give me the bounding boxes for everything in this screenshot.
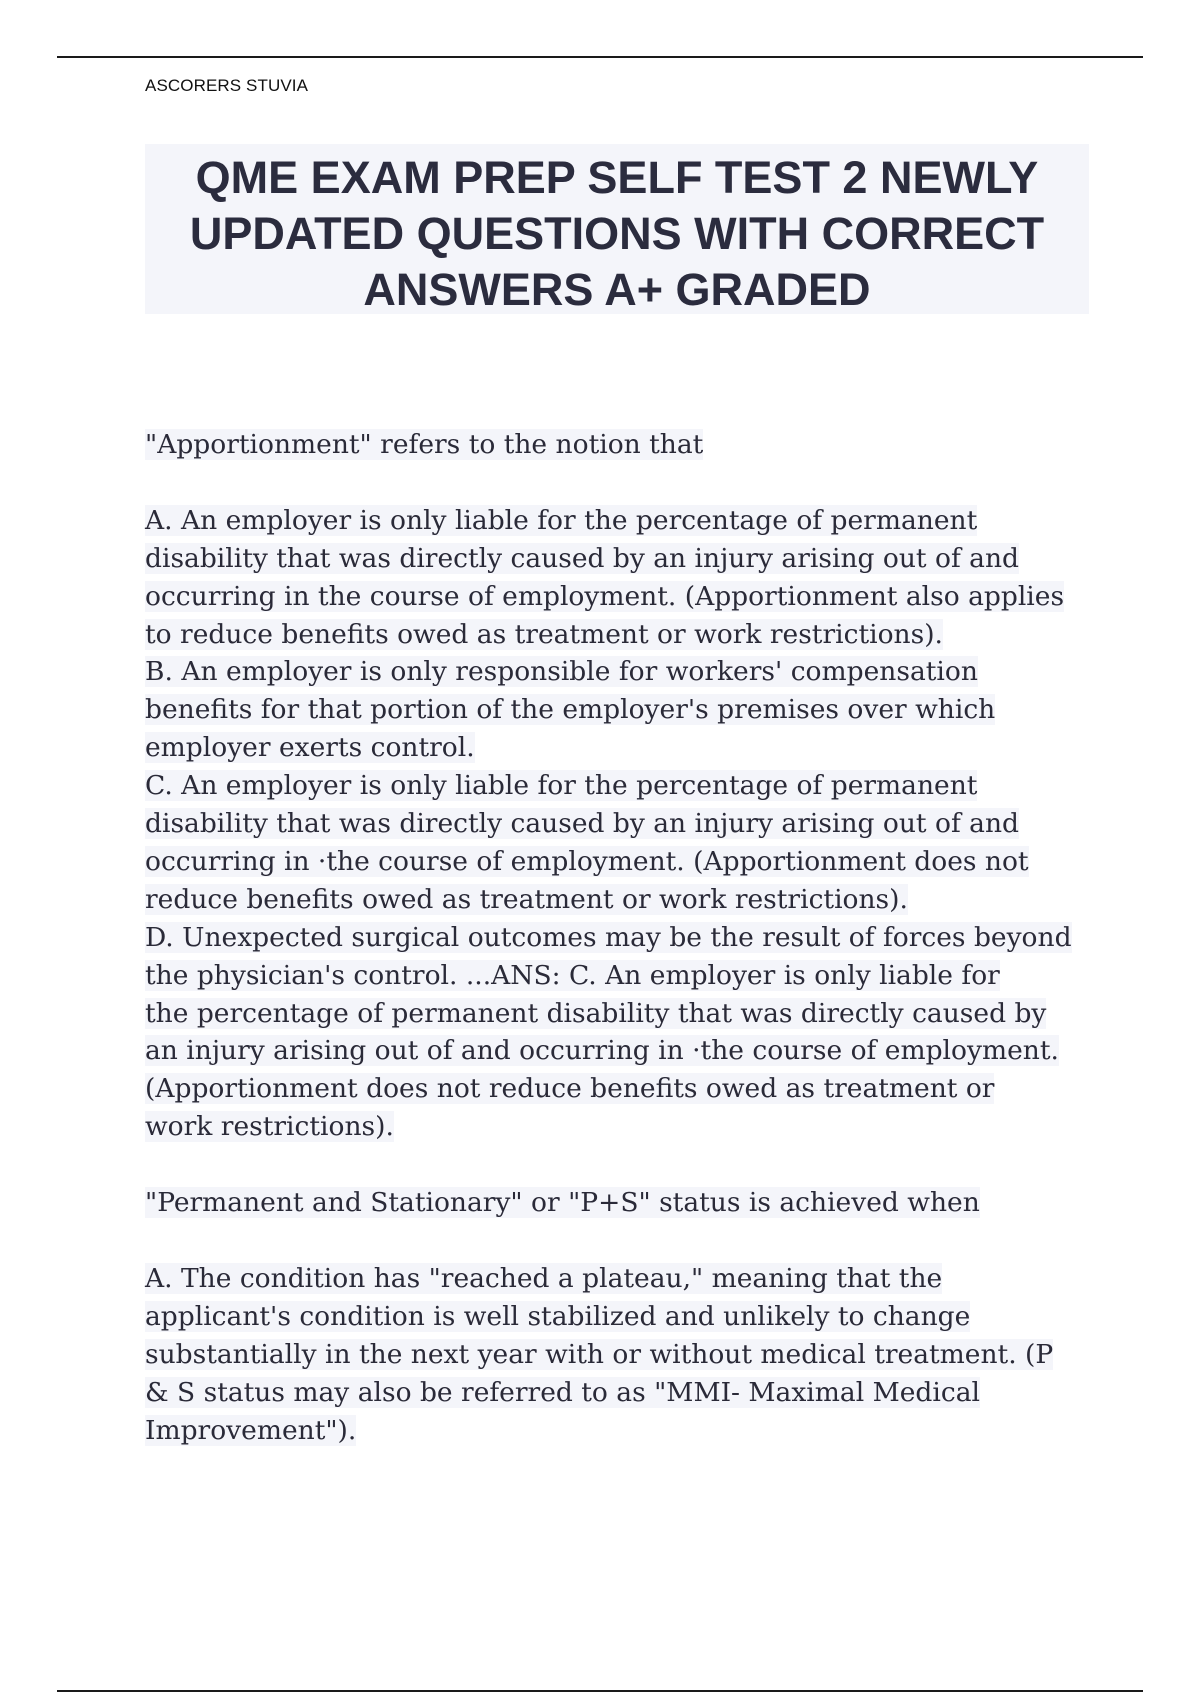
question-1-options-text: A. An employer is only liable for the percentage of permanent disability that was directly caused by an injury arising out of and occurring in the course of employment. (Apportionment also applies to reduce benefits owed as treatment or work restrictions). B. An employer is only responsible for workers' compensation benefits for that portion of the employer's premises over which employer exerts control. C. An employer is only liable for the percentage of permanent disability that was directly caused by an injury arising out of and occurring in ·the course of employment. (Apportionment does not reduce benefits owed as treatment or work restrictions). D. Unexpected surgical outcomes may be the result of forces beyond the physician's control. ...ANS: C. An employer is only liable for the percentage of permanent disability that was directly caused by an injury arising out of and occurring in ·the course of employment. (Apportionment does not reduce benefits owed as treatment or work restrictions). bbox=[145, 504, 1072, 1143]
top-rule bbox=[57, 56, 1143, 58]
title-block bbox=[145, 144, 1089, 314]
spacer bbox=[145, 1146, 1095, 1184]
document-body bbox=[145, 426, 1095, 1449]
bottom-rule bbox=[57, 1690, 1143, 1692]
question-2-options-text: A. The condition has "reached a plateau," meaning that the applicant's condition is well stabilized and unlikely to change substantially in the next year with or without medical treatment. (P & S status may also be referred to as "MMI- Maximal Medical Improvement"). bbox=[145, 1262, 1054, 1446]
question-1-prompt-text: "Apportionment" refers to the notion that bbox=[145, 429, 704, 460]
document-title: QME EXAM PREP SELF TEST 2 NEWLY UPDATED QUESTIONS WITH CORRECT ANSWERS A+ GRADED bbox=[189, 152, 1045, 315]
source-label: ASCORERS STUVIA bbox=[145, 76, 309, 95]
spacer bbox=[145, 464, 1095, 502]
question-2-prompt-text: "Permanent and Stationary" or "P+S" status is achieved when bbox=[145, 1187, 980, 1219]
question-1-prompt bbox=[145, 426, 1095, 464]
question-1-options bbox=[145, 502, 1095, 1146]
question-2-options bbox=[145, 1260, 1095, 1450]
question-2-prompt bbox=[145, 1184, 1095, 1222]
spacer bbox=[145, 1222, 1095, 1260]
